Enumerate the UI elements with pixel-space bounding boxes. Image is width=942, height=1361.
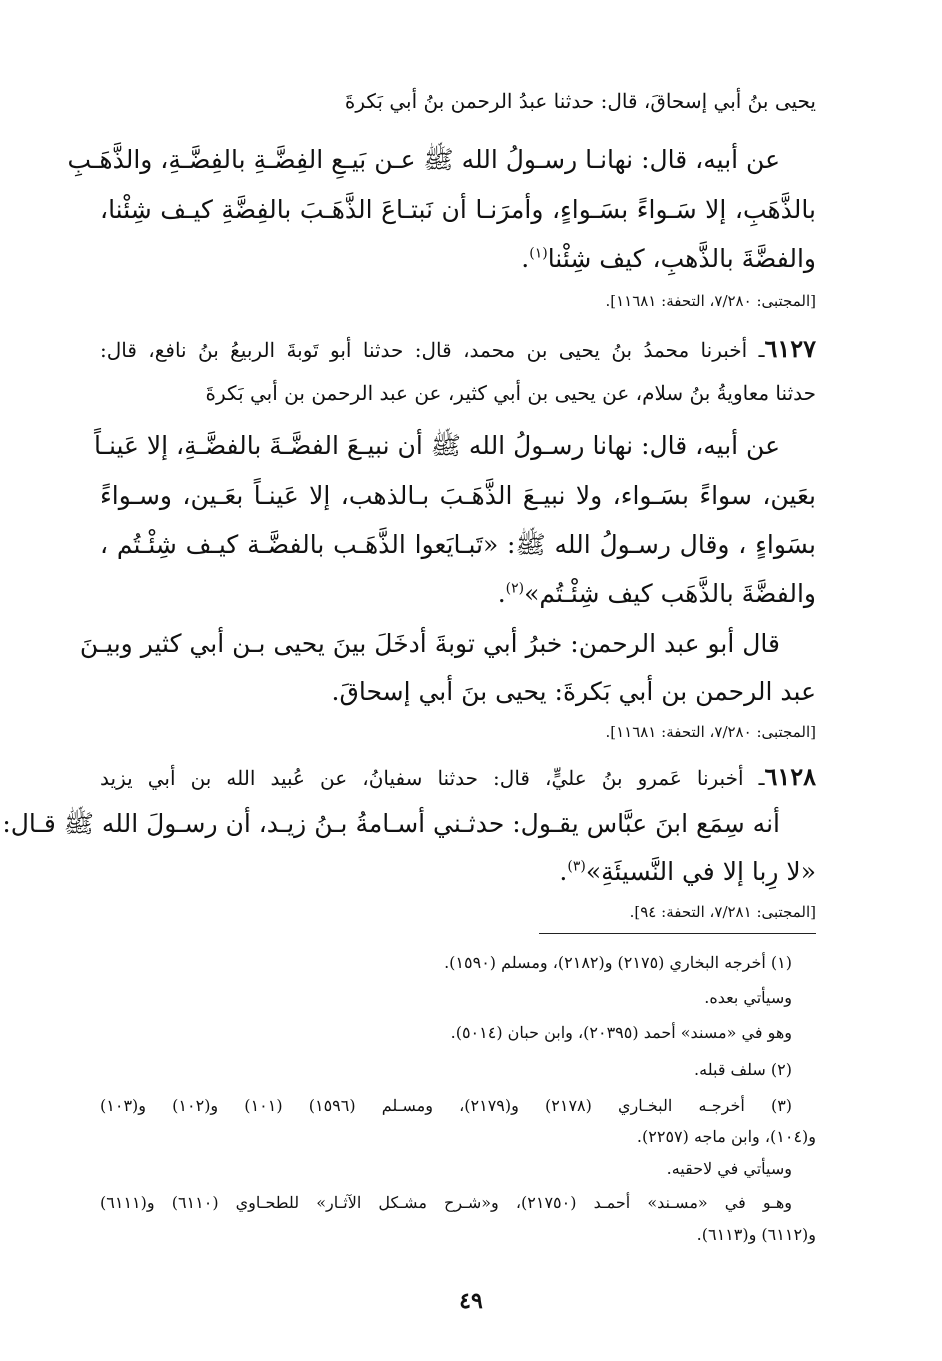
matn-text: «لا رِبا إلا في النَّسيئَةِ»	[585, 857, 816, 886]
matn-text: والفضَّةَ بالذَّهَب كيف شِئْـتُم»	[524, 579, 816, 608]
footnote-marker: (٢)	[505, 580, 525, 597]
reference-line: [المجتبى: ٧/٢٨٠، التحفة: ١١٦٨١].	[605, 723, 816, 741]
page-number: ٤٩	[459, 1288, 483, 1314]
book-page	[2, 0, 816, 1361]
reference-line: [المجتبى: ٧/٢٨١، التحفة: ٩٤].	[629, 903, 816, 921]
footnote-line: (٢) سلف قبله.	[694, 1060, 792, 1079]
matn-line: بالذَّهَبِ، إلا سَـواءً بسَـواءٍ، وأمرَنـا أن نَبتـاعَ الذَّهَـبَ بالفِضَّةِ كيـف شِئْنا،	[100, 195, 816, 224]
matn-line: بسَواءٍ ، وقال رسـولُ الله ﷺ: «تَبـايَعوا الذَّهَـب بالفضَّـة كيـف شِئْـتُم ،	[100, 530, 816, 559]
matn-text: والفضَّةَ بالذَّهبِ، كيف شِئْنا	[547, 244, 816, 273]
matn-line: عن أبيه، قال: نهانـا رسـولُ الله ﷺ عـن بَيـعِ الفِضَّـةِ بالفِضَّـةِ، والذَّهَـبِ	[67, 145, 780, 174]
hadith-number: ٦١٢٨	[764, 762, 816, 791]
hadith-number: ٦١٢٧	[764, 334, 816, 363]
matn-last-line	[100, 852, 816, 892]
matn-end: .	[497, 579, 506, 608]
footnote-line: (٣) أخرجـه البخـاري (٢١٧٨) و(٢١٧٩)، ومسـلم (١٥٩٦) (١٠١) و(١٠٢) و(١٠٣)	[100, 1096, 793, 1115]
matn-last-line	[100, 574, 816, 614]
footnote-line: وهو في «مسند» أحمد (٢٠٣٩٥)، وابن حبان (٥٠١٤).	[450, 1023, 792, 1042]
footnote-line: و(١٠٤)، وابن ماجه (٢٢٥٧).	[636, 1127, 816, 1146]
footnote-line: (١) أخرجه البخاري (٢١٧٥) و(٢١٨٢)، ومسلم (١٥٩٠).	[444, 953, 792, 972]
comment-line: عبد الرحمن بن أبي بَكرةَ: يحيى بنَ أبي إسحاقَ.	[331, 677, 816, 706]
hadith-header	[100, 334, 816, 365]
footnote-line: وسيأتي بعده.	[704, 988, 792, 1007]
isnad-line: يحيى بنُ أبي إسحاقَ، قال: حدثنا عبدُ الرحمن بنُ أبي بَكرةَ	[344, 89, 816, 113]
footnote-marker: (١)	[529, 245, 548, 262]
comment-line: قال أبو عبد الرحمن: خبرُ أبي توبةَ أدخَلَ بينَ يحيى بـن أبي كثير وبيـنَ	[79, 629, 780, 658]
matn-end: .	[559, 857, 568, 886]
isnad-line: حدثنا معاويةُ بنُ سلام، عن يحيى بن أبي كثير، عن عبد الرحمن بن أبي بَكرةَ	[205, 381, 816, 405]
matn-last-line	[100, 239, 816, 279]
footnote-separator	[539, 933, 816, 934]
isnad-text: ـ أخبرنا محمدُ بنُ يحيى بن محمد، قال: حدثنا أبو تَوبةَ الربيعُ بنُ نافع، قال:	[100, 338, 765, 362]
footnote-line: وسيأتي في لاحقيه.	[666, 1159, 792, 1178]
matn-line: بعَين، سواءً بسَـواء، ولا نبيـعَ الذَّهَـبَ بـالذهب، إلا عَينـاً بعَـين، وسـواءً	[100, 481, 816, 510]
matn-line: عن أبيه، قال: نهانا رسـولُ الله ﷺ أن نبيـعَ الفضَّـةَ بالفضَّـةِ، إلا عَينـاً	[94, 431, 780, 460]
footnote-marker: (٣)	[567, 858, 586, 875]
reference-line: [المجتبى: ٧/٢٨٠، التحفة: ١١٦٨١].	[605, 292, 816, 310]
matn-line: أنه سِمَع ابنَ عبَّاس يقـول: حدثـني أسـامةُ بـنُ زيـد، أن رسـولَ الله ﷺ قـال:	[2, 809, 780, 838]
isnad-text: ـ أخبرنا عَمرو بنُ عليٍّ، قال: حدثنا سفيانُ، عن عُبيد الله بن أبي يزيد	[100, 766, 765, 790]
footnote-line: و(٦١١٢) و(٦١١٣).	[696, 1225, 816, 1244]
footnote-line: وهـو في «مسـند» أحمـد (٢١٧٥٠)، و«شـرح مشـكل الآثـار» للطحـاوي (٦١١٠) و(٦١١١)	[100, 1193, 792, 1212]
hadith-header	[100, 762, 816, 793]
matn-end: .	[521, 244, 530, 273]
